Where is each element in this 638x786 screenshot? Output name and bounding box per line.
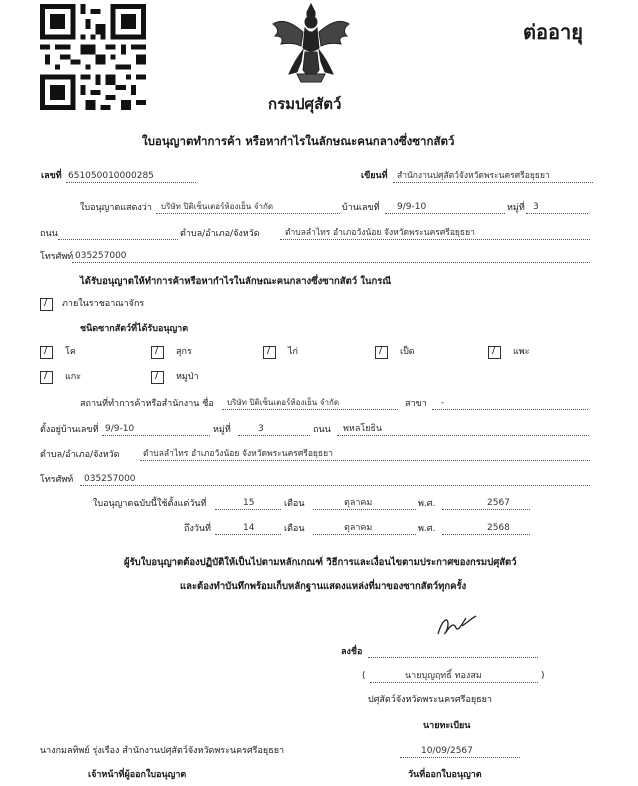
valid-from-month-label: เดือน: [284, 499, 305, 509]
subdistrict-line: [280, 239, 590, 240]
domestic-checkbox: [40, 298, 53, 311]
notice-line-2: และต้องทำบันทึกพร้อมเก็บหลักฐานแสดงแหล่งที่มาของซากสัตว์ทุกครั้ง: [180, 581, 467, 592]
office-phone-value: 035257000: [84, 474, 136, 484]
signer-paren-close: ): [541, 671, 545, 681]
valid-from-month-line: [313, 509, 416, 510]
subdistrict-label: ตำบล/อำเภอ/จังหวัด: [180, 229, 260, 239]
type-checkbox-duck: [375, 346, 388, 359]
valid-to-month-line: [313, 534, 416, 535]
valid-to-day-line: [215, 534, 281, 535]
valid-to-month-label: เดือน: [284, 524, 305, 534]
licensee-name: บริษัท ปิติเซ็นเตอร์ห้องเย็น จำกัด: [161, 202, 274, 211]
valid-from-label: ใบอนุญาตฉบับนี้ใช้ตั้งแต่วันที่: [93, 499, 207, 509]
office-subdistrict-line: [140, 460, 590, 461]
valid-to-label: ถึงวันที่: [184, 524, 211, 534]
signer-position: ปศุสัตว์จังหวัดพระนครศรีอยุธยา: [368, 695, 492, 705]
department-title: กรมปศุสัตว์: [268, 95, 342, 113]
type-label-duck: เป็ด: [400, 347, 415, 357]
type-checkbox-pig: [151, 346, 164, 359]
valid-from-month: ตุลาคม: [344, 498, 373, 508]
type-label-sheep: แกะ: [65, 372, 82, 382]
office-moo-label: หมู่ที่: [213, 425, 231, 435]
valid-to-month: ตุลาคม: [344, 523, 373, 533]
type-label-wild-boar: หมูป่า: [176, 372, 199, 382]
subdistrict-value: ตำบลลำไทร อำเภอวังน้อย จังหวัดพระนครศรีอยุธยา: [285, 228, 475, 238]
phone-value: 035257000: [75, 251, 127, 261]
branch-line: [432, 409, 588, 410]
office-phone-line: [80, 485, 590, 486]
signer-paren-open: (: [362, 671, 366, 681]
office-place-line: [222, 409, 398, 410]
type-checkbox-sheep: [40, 371, 53, 384]
types-heading: ชนิดซากสัตว์ที่ได้รับอนุญาต: [80, 324, 189, 334]
license-no-value: 651050010000285: [68, 171, 154, 181]
handwritten-signature: [432, 610, 482, 640]
sign-label: ลงชื่อ: [341, 647, 363, 657]
type-checkbox-wild-boar: [151, 371, 164, 384]
road-line: [58, 239, 178, 240]
valid-from-year-line: [442, 509, 530, 510]
valid-to-year-label: พ.ศ.: [418, 524, 436, 534]
road-label: ถนน: [40, 229, 58, 239]
office-place-name: บริษัท ปิติเซ็นเตอร์ห้องเย็น จำกัด: [227, 398, 340, 407]
registrar-title: นายทะเบียน: [423, 721, 471, 731]
house-no-label: บ้านเลขที่: [342, 203, 380, 213]
issue-date-label: วันที่ออกใบอนุญาต: [408, 770, 482, 780]
type-checkbox-goat: [488, 346, 501, 359]
house-no-value: 9/9-10: [397, 202, 427, 212]
office-phone-label: โทรศัพท์: [40, 475, 74, 485]
office-house-no-line: [102, 435, 210, 436]
house-no-line: [385, 213, 505, 214]
office-subdistrict-label: ตำบล/อำเภอ/จังหวัด: [40, 450, 120, 460]
office-subdistrict-value: ตำบลลำไทร อำเภอวังน้อย จังหวัดพระนครศรีอยุธยา: [143, 449, 333, 459]
type-label-cattle: โค: [65, 347, 76, 357]
office-moo-value: 3: [258, 424, 264, 434]
office-road-label: ถนน: [313, 425, 331, 435]
garuda-emblem-icon: [267, 2, 355, 88]
license-no-line: [66, 182, 196, 183]
type-checkbox-cattle: [40, 346, 53, 359]
office-road-line: [337, 435, 589, 436]
signer-name-line: [370, 682, 538, 683]
moo-value: 3: [533, 202, 539, 212]
office-moo-line: [238, 435, 310, 436]
phone-line: [72, 262, 590, 263]
type-checkbox-chicken: [263, 346, 276, 359]
sign-line: [368, 657, 538, 658]
issue-date-line: [400, 757, 520, 758]
license-title: ใบอนุญาตทำการค้า หรือหากำไรในลักษณะคนกลางซึ่งซากสัตว์: [142, 134, 455, 148]
type-label-pig: สุกร: [176, 347, 192, 357]
type-label-goat: แพะ: [513, 347, 530, 357]
licensee-name-line: [156, 213, 340, 214]
valid-to-year-line: [442, 534, 530, 535]
notice-line-1: ผู้รับใบอนุญาตต้องปฏิบัติให้เป็นไปตามหลักเกณฑ์ วิธีการและเงื่อนไขตามประกาศของกรมปศุสัตว์: [124, 557, 517, 568]
office-place-label: สถานที่ทำการค้าหรือสำนักงาน ชื่อ: [80, 399, 214, 409]
written-at-line: [393, 182, 593, 183]
valid-from-day-line: [215, 509, 281, 510]
signer-name: นายบุญฤทธิ์ ทองสม: [405, 671, 482, 681]
office-located-label: ตั้งอยู่บ้านเลขที่: [40, 425, 99, 435]
license-no-label: เลขที่: [41, 171, 62, 181]
issue-date: 10/09/2567: [421, 746, 473, 756]
domestic-label: ภายในราชอาณาจักร: [62, 299, 145, 309]
issuer-name: นางกมลทิพย์ รุ่งเรือง สำนักงานปศุสัตว์จังหวัดพระนครศรีอยุธยา: [40, 746, 285, 756]
valid-from-day: 15: [243, 498, 255, 508]
permission-heading: ได้รับอนุญาตให้ทำการค้าหรือหากำไรในลักษณะคนกลางซึ่งซากสัตว์ ในกรณี: [80, 276, 392, 287]
valid-from-year: 2567: [487, 498, 510, 508]
qr-code: [40, 4, 146, 110]
moo-line: [526, 213, 588, 214]
branch-value: -: [441, 398, 445, 408]
issuer-role: เจ้าหน้าที่ผู้ออกใบอนุญาต: [88, 770, 187, 780]
office-road-value: พหลโยธิน: [343, 424, 383, 434]
valid-to-day: 14: [243, 523, 255, 533]
phone-label: โทรศัพท์: [40, 252, 74, 262]
valid-to-year: 2568: [487, 523, 510, 533]
written-at-label: เขียนที่: [361, 171, 388, 181]
written-at-value: สำนักงานปศุสัตว์จังหวัดพระนครศรีอยุธยา: [397, 171, 550, 181]
moo-label: หมู่ที่: [507, 203, 525, 213]
type-label-chicken: ไก่: [288, 347, 298, 357]
renewal-label: ต่ออายุ: [523, 20, 583, 44]
office-house-no: 9/9-10: [105, 424, 135, 434]
valid-from-year-label: พ.ศ.: [418, 499, 436, 509]
branch-label: สาขา: [405, 399, 427, 409]
shows-label: ใบอนุญาตแสดงว่า: [80, 203, 152, 213]
